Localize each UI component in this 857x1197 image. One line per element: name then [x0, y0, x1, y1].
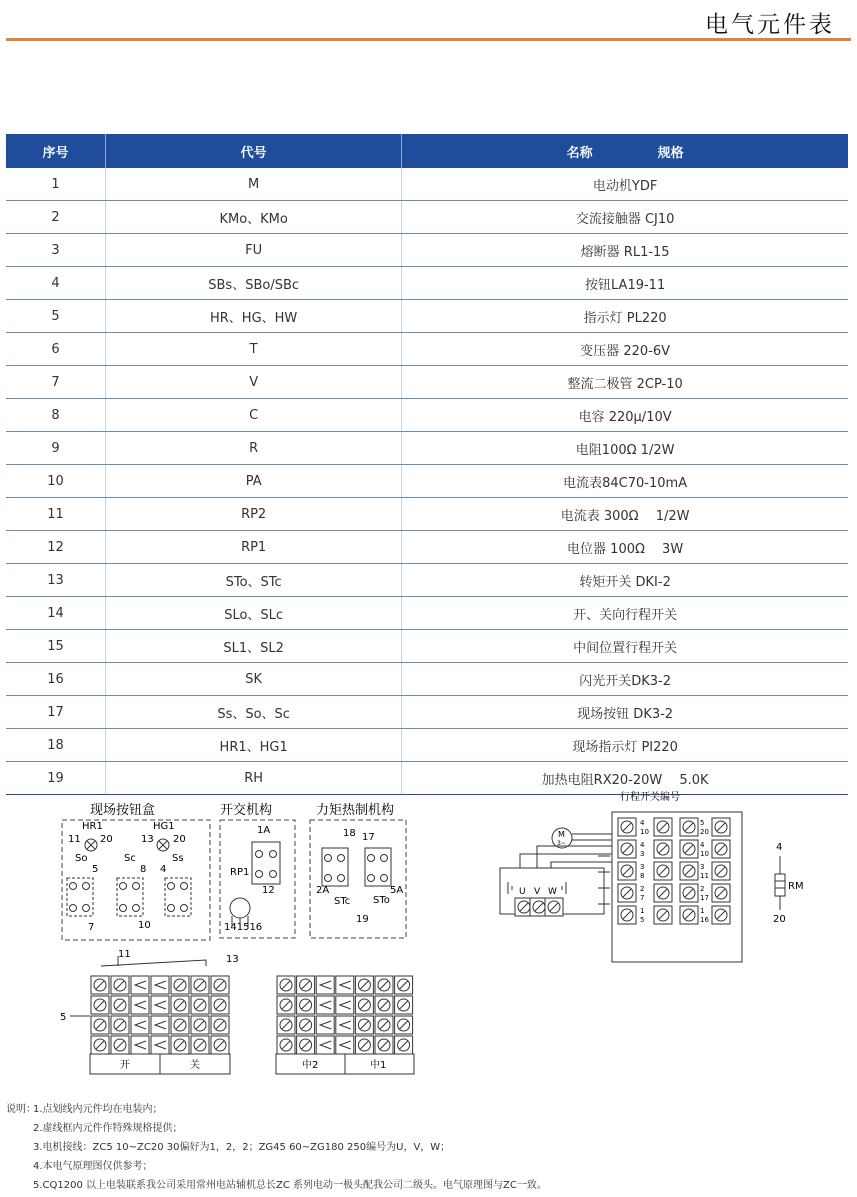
terminal-screw-icon [91, 976, 109, 994]
cell-index: 6 [6, 333, 106, 366]
cell-index: 5 [6, 300, 106, 333]
travel-number: 16 [700, 916, 709, 924]
header-code: 代号 [106, 134, 402, 168]
motor-terminal-block [515, 898, 563, 916]
travel-switch-grid [618, 818, 730, 924]
terminal-screw-icon [375, 996, 393, 1014]
cell-code: SLo、SLc [106, 597, 402, 630]
terminal-screw-icon [211, 976, 229, 994]
strip-label-open: 开 [120, 1060, 130, 1071]
torque-mech-title: 力矩热制机构 [316, 803, 395, 818]
label-so: So [75, 853, 88, 864]
terminal-screw-icon [355, 996, 373, 1014]
terminal-screw-icon [395, 1036, 413, 1054]
label-4: 4 [160, 864, 167, 875]
cell-index: 3 [6, 234, 106, 267]
page-title: 电气元件表 [705, 12, 835, 38]
terminal-screw-icon [680, 840, 698, 858]
label-20a: 20 [100, 834, 113, 845]
label-rp1: RP1 [230, 867, 250, 878]
cell-index: 7 [6, 366, 106, 399]
terminal-screw-icon [680, 884, 698, 902]
terminal-screw-icon [151, 996, 169, 1014]
terminal-screw-icon [277, 1016, 295, 1034]
terminal-screw-icon [91, 1016, 109, 1034]
torque-switch-stc-icon [322, 848, 348, 886]
travel-number: 4 [640, 841, 645, 849]
cell-name-spec: 现场指示灯 PI220 [402, 729, 848, 762]
cell-index: 9 [6, 432, 106, 465]
table-row [6, 366, 848, 399]
cell-name-spec: 整流二极管 2CP-10 [402, 366, 848, 399]
table-row [6, 267, 848, 300]
terminal-screw-icon [618, 818, 636, 836]
cell-code: M [106, 168, 402, 201]
terminal-screw-icon [316, 996, 334, 1014]
terminal-strip-right [277, 976, 413, 1054]
terminal-screw-icon [545, 898, 563, 916]
label-5a: 5A [390, 885, 404, 896]
terminal-screw-icon [191, 1036, 209, 1054]
button-box-frame [62, 820, 210, 940]
cell-index: 18 [6, 729, 106, 762]
table-row [6, 597, 848, 630]
terminal-screw-icon [171, 1016, 189, 1034]
table-row [6, 432, 848, 465]
table-row [6, 663, 848, 696]
motor-icon [552, 828, 572, 848]
travel-number: 1 [640, 907, 645, 915]
cell-index: 13 [6, 564, 106, 597]
label-12: 12 [262, 885, 275, 896]
terminal-screw-icon [355, 976, 373, 994]
table-row [6, 300, 848, 333]
travel-number: 17 [700, 894, 709, 902]
cell-code: Ss、So、Sc [106, 696, 402, 729]
cell-code: RP2 [106, 498, 402, 531]
terminal-screw-icon [336, 976, 354, 994]
cell-code: SK [106, 663, 402, 696]
label-17: 17 [362, 832, 375, 843]
terminal-screw-icon [395, 996, 413, 1014]
label-ss: Ss [172, 853, 184, 864]
note-2: 2.虚线框内元件作特殊规格提供； [33, 1123, 183, 1134]
cell-name-spec: 变压器 220-6V [402, 333, 848, 366]
terminal-screw-icon [277, 1036, 295, 1054]
terminal-screw-icon [131, 1036, 149, 1054]
strip-label-mid2: 中2 [302, 1060, 319, 1071]
label-hg1: HG1 [153, 821, 175, 832]
terminal-screw-icon [131, 1016, 149, 1034]
cell-code: KMo、KMo [106, 201, 402, 234]
terminal-screw-icon [277, 976, 295, 994]
travel-number: 10 [640, 828, 649, 836]
note-5: 5.CQ1200 以上电装联系我公司采用常州电站辅机总长ZC 系列电动一极头配我公司二级头。电气原理图与ZC一致。 [33, 1180, 547, 1191]
cell-index: 1 [6, 168, 106, 201]
terminal-screw-icon [111, 976, 129, 994]
travel-number: 1 [700, 907, 705, 915]
cell-code: HR、HG、HW [106, 300, 402, 333]
pushbutton-sc-icon [117, 878, 143, 916]
cell-index: 4 [6, 267, 106, 300]
cell-index: 17 [6, 696, 106, 729]
table-row [6, 498, 848, 531]
terminal-screw-icon [111, 1036, 129, 1054]
label-2a: 2A [316, 885, 330, 896]
terminal-screw-icon [211, 1036, 229, 1054]
label-stc: STc [334, 896, 351, 907]
header-name-spec: 名称 规格 [402, 134, 848, 168]
rm-bottom-label: 20 [773, 914, 786, 925]
travel-number: 2 [640, 885, 645, 893]
terminal-screw-icon [316, 1036, 334, 1054]
label-sto: STo [373, 895, 390, 906]
travel-switch-title: 行程开关编号 [620, 792, 680, 803]
header-index: 序号 [6, 134, 106, 168]
table-row [6, 531, 848, 564]
cell-name-spec: 现场按钮 DK3-2 [402, 696, 848, 729]
cell-code: HR1、HG1 [106, 729, 402, 762]
note-4: 4.本电气原理图仅供参考； [33, 1161, 153, 1172]
motor-label: M [558, 830, 565, 839]
terminal-screw-icon [654, 884, 672, 902]
table-row [6, 201, 848, 234]
cell-name-spec: 电动机YDF [402, 168, 848, 201]
cell-name-spec: 电流表 300Ω 1/2W [402, 498, 848, 531]
terminal-screw-icon [712, 906, 730, 924]
note-3: 3.电机接线：ZC5 10~ZC20 30偏好为1，2，2；ZG45 60~ZG180 250编号为U，V，W； [33, 1142, 451, 1153]
strip-label-13: 13 [226, 954, 239, 965]
terminal-screw-icon [131, 996, 149, 1014]
travel-number: 7 [640, 894, 645, 902]
button-box-title: 现场按钮盒 [90, 803, 156, 818]
label-8: 8 [140, 864, 147, 875]
table-row [6, 234, 848, 267]
travel-number: 10 [700, 850, 709, 858]
strip-label-11: 11 [118, 949, 131, 960]
strip-label-close: 关 [190, 1060, 200, 1071]
terminal-w: W [548, 887, 557, 897]
terminal-screw-icon [712, 840, 730, 858]
label-1a: 1A [257, 825, 271, 836]
label-10: 10 [138, 920, 151, 931]
terminal-screw-icon [316, 976, 334, 994]
cell-name-spec: 交流接触器 CJ10 [402, 201, 848, 234]
table-row [6, 168, 848, 201]
label-141516: 141516 [224, 922, 263, 933]
travel-number: 5 [700, 819, 705, 827]
terminal-screw-icon [355, 1036, 373, 1054]
cell-code: T [106, 333, 402, 366]
strip-label-mid1: 中1 [370, 1060, 387, 1071]
cell-index: 15 [6, 630, 106, 663]
terminal-screw-icon [618, 884, 636, 902]
terminal-screw-icon [151, 1036, 169, 1054]
terminal-screw-icon [395, 976, 413, 994]
terminal-screw-icon [680, 906, 698, 924]
cell-name-spec: 电阻100Ω 1/2W [402, 432, 848, 465]
terminal-screw-icon [91, 996, 109, 1014]
cell-code: C [106, 399, 402, 432]
label-20b: 20 [173, 834, 186, 845]
terminal-screw-icon [297, 1036, 315, 1054]
cell-index: 12 [6, 531, 106, 564]
cell-name-spec: 按钮LA19-11 [402, 267, 848, 300]
lamp-hg1-icon [157, 839, 169, 851]
pushbutton-ss-icon [165, 878, 191, 916]
torque-switch-sto-icon [365, 848, 391, 886]
table-row [6, 465, 848, 498]
cell-index: 11 [6, 498, 106, 531]
cell-index: 14 [6, 597, 106, 630]
terminal-screw-icon [191, 996, 209, 1014]
motor-phase: 3~ [557, 840, 566, 847]
rm-label: RM [788, 881, 804, 892]
cell-code: PA [106, 465, 402, 498]
terminal-u: U [519, 887, 526, 897]
terminal-screw-icon [131, 976, 149, 994]
cell-index: 8 [6, 399, 106, 432]
terminal-screw-icon [712, 818, 730, 836]
terminal-screw-icon [654, 840, 672, 858]
terminal-screw-icon [336, 1036, 354, 1054]
rm-top-label: 4 [776, 842, 783, 853]
heater-rm-icon [775, 874, 785, 896]
terminal-screw-icon [151, 976, 169, 994]
label-11: 11 [68, 834, 81, 845]
component-table [6, 134, 848, 795]
cell-name-spec: 指示灯 PL220 [402, 300, 848, 333]
cell-index: 19 [6, 762, 106, 795]
terminal-screw-icon [375, 1016, 393, 1034]
cell-index: 2 [6, 201, 106, 234]
cell-code: R [106, 432, 402, 465]
cell-code: V [106, 366, 402, 399]
terminal-screw-icon [654, 906, 672, 924]
cell-name-spec: 中间位置行程开关 [402, 630, 848, 663]
terminal-screw-icon [712, 884, 730, 902]
cell-index: 10 [6, 465, 106, 498]
terminal-screw-icon [211, 996, 229, 1014]
cell-name-spec: 加热电阻RX20-20W 5.0K [402, 762, 848, 795]
table-header-row [6, 134, 848, 168]
strip-label-5: 5 [60, 1012, 67, 1023]
cell-name-spec: 电容 220μ/10V [402, 399, 848, 432]
terminal-screw-icon [151, 1016, 169, 1034]
travel-number: 3 [700, 863, 705, 871]
label-sc: Sc [124, 853, 136, 864]
terminal-screw-icon [191, 976, 209, 994]
label-5: 5 [92, 864, 99, 875]
switch-box-frame [220, 820, 295, 938]
terminal-screw-icon [171, 1036, 189, 1054]
wiring-diagram [0, 770, 857, 1090]
table-row [6, 729, 848, 762]
terminal-screw-icon [375, 976, 393, 994]
cell-code: SL1、SL2 [106, 630, 402, 663]
cell-name-spec: 电位器 100Ω 3W [402, 531, 848, 564]
terminal-screw-icon [680, 862, 698, 880]
terminal-screw-icon [111, 1016, 129, 1034]
travel-number: 8 [640, 872, 645, 880]
terminal-screw-icon [91, 1036, 109, 1054]
note-1: 1.点划线内元件均在电装内； [33, 1104, 163, 1115]
terminal-screw-icon [654, 818, 672, 836]
travel-number: 3 [640, 863, 645, 871]
cell-name-spec: 闪光开关DK3-2 [402, 663, 848, 696]
travel-number: 5 [640, 916, 645, 924]
terminal-screw-icon [336, 996, 354, 1014]
terminal-screw-icon [277, 996, 295, 1014]
terminal-screw-icon [297, 976, 315, 994]
travel-number: 4 [640, 819, 645, 827]
cell-code: STo、STc [106, 564, 402, 597]
title-rule [6, 38, 851, 41]
terminal-screw-icon [336, 1016, 354, 1034]
terminal-screw-icon [618, 906, 636, 924]
terminal-screw-icon [316, 1016, 334, 1034]
terminal-screw-icon [375, 1036, 393, 1054]
terminal-screw-icon [191, 1016, 209, 1034]
travel-number: 20 [700, 828, 709, 836]
cell-name-spec: 电流表84C70-10mA [402, 465, 848, 498]
label-13: 13 [141, 834, 154, 845]
terminal-screw-icon [654, 862, 672, 880]
travel-number: 2 [700, 885, 705, 893]
travel-number: 3 [640, 850, 645, 858]
table-row [6, 333, 848, 366]
cell-code: FU [106, 234, 402, 267]
label-19: 19 [356, 914, 369, 925]
table-row [6, 696, 848, 729]
pushbutton-so-icon [67, 878, 93, 916]
lamp-hr1-icon [85, 839, 97, 851]
terminal-screw-icon [171, 976, 189, 994]
label-hr1: HR1 [82, 821, 103, 832]
terminal-screw-icon [395, 1016, 413, 1034]
terminal-screw-icon [111, 996, 129, 1014]
terminal-screw-icon [618, 840, 636, 858]
cell-name-spec: 转矩开关 DKI-2 [402, 564, 848, 597]
label-7: 7 [88, 922, 95, 933]
travel-number: 4 [700, 841, 705, 849]
cell-code: RH [106, 762, 402, 795]
terminal-screw-icon [297, 996, 315, 1014]
cell-code: RP1 [106, 531, 402, 564]
cell-code: SBs、SBo/SBc [106, 267, 402, 300]
label-18: 18 [343, 828, 356, 839]
cell-name-spec: 开、关向行程开关 [402, 597, 848, 630]
terminal-screw-icon [680, 818, 698, 836]
switch-mech-title: 开交机构 [220, 803, 273, 818]
terminal-v: V [534, 887, 541, 897]
terminal-screw-icon [355, 1016, 373, 1034]
table-row [6, 399, 848, 432]
cell-index: 16 [6, 663, 106, 696]
table-row [6, 564, 848, 597]
notes-lead: 说明： [6, 1104, 36, 1115]
table-row [6, 630, 848, 663]
notes-section [6, 1100, 547, 1195]
terminal-screw-icon [171, 996, 189, 1014]
terminal-screw-icon [297, 1016, 315, 1034]
contact-pair-icon [252, 842, 280, 884]
terminal-strip-left [91, 976, 229, 1054]
travel-number: 11 [700, 872, 709, 880]
terminal-screw-icon [211, 1016, 229, 1034]
travel-switch-numbers [640, 819, 709, 924]
terminal-screw-icon [618, 862, 636, 880]
cell-name-spec: 熔断器 RL1-15 [402, 234, 848, 267]
terminal-screw-icon [712, 862, 730, 880]
